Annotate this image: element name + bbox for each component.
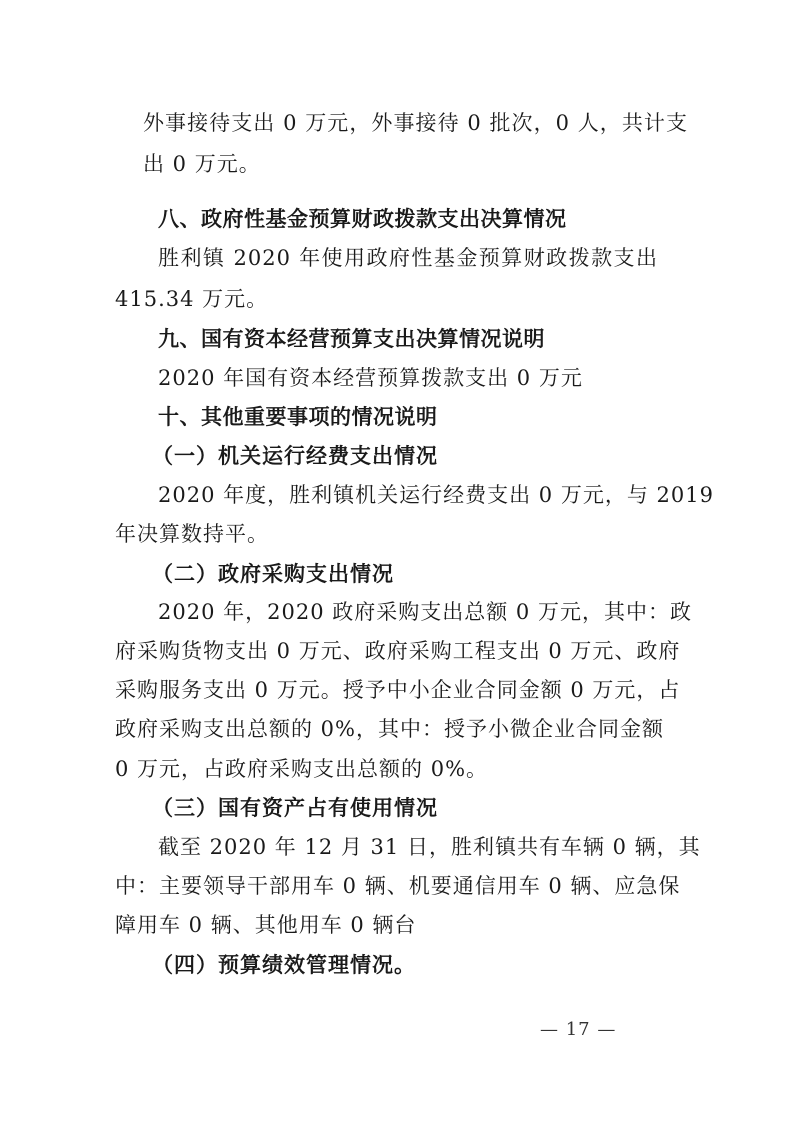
- paragraph-line: 中：主要领导干部用车 0 辆、机要通信用车 0 辆、应急保: [115, 874, 681, 898]
- subsection-heading-3: （三）国有资产占有使用情况: [152, 795, 438, 820]
- paragraph-line: 障用车 0 辆、其他用车 0 辆台: [115, 913, 417, 937]
- paragraph-line: 2020 年度，胜利镇机关运行经费支出 0 万元，与 2019: [158, 483, 714, 507]
- subsection-heading-4: （四）预算绩效管理情况。: [152, 952, 416, 977]
- paragraph-line: 年决算数持平。: [115, 522, 269, 546]
- section-heading-8: 八、政府性基金预算财政拨款支出决算情况: [158, 207, 567, 231]
- section-heading-9: 九、国有资本经营预算支出决算情况说明: [158, 327, 545, 351]
- paragraph-line: 2020 年国有资本经营预算拨款支出 0 万元: [158, 366, 583, 390]
- paragraph-line: 外事接待支出 0 万元，外事接待 0 批次，0 人，共计支: [143, 111, 688, 135]
- page-number: — 17 —: [540, 1019, 617, 1040]
- paragraph-line: 采购服务支出 0 万元。授予中小企业合同金额 0 万元，占: [115, 678, 681, 702]
- paragraph-line: 政府采购支出总额的 0%，其中：授予小微企业合同金额: [115, 717, 664, 741]
- paragraph-line: 0 万元，占政府采购支出总额的 0%。: [115, 757, 489, 781]
- paragraph-line: 胜利镇 2020 年使用政府性基金预算财政拨款支出: [158, 246, 658, 270]
- section-heading-10: 十、其他重要事项的情况说明: [158, 405, 438, 429]
- subsection-heading-1: （一）机关运行经费支出情况: [152, 443, 438, 468]
- paragraph-line: 出 0 万元。: [143, 152, 261, 176]
- subsection-heading-2: （二）政府采购支出情况: [152, 561, 394, 586]
- paragraph-line: 截至 2020 年 12 月 31 日，胜利镇共有车辆 0 辆，其: [158, 835, 701, 859]
- paragraph-line: 415.34 万元。: [115, 287, 269, 311]
- paragraph-line: 府采购货物支出 0 万元、政府采购工程支出 0 万元、政府: [115, 639, 681, 663]
- paragraph-line: 2020 年，2020 政府采购支出总额 0 万元，其中：政: [158, 600, 692, 624]
